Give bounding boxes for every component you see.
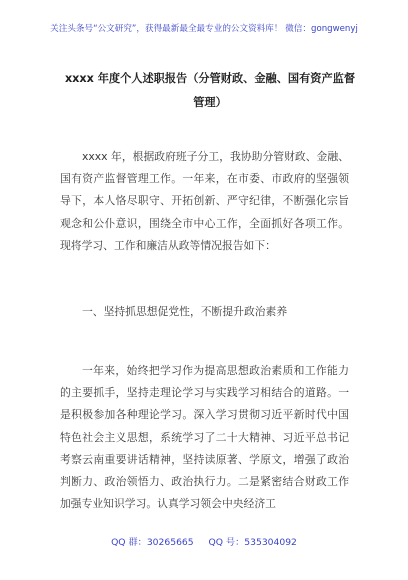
footer-contact bbox=[0, 534, 408, 548]
footer-qq-number: QQ 号：535304092 bbox=[208, 537, 297, 548]
intro-paragraph: xxxx 年，根据政府班子分工，我协助分管财政、金融、国有资产监督管理工作。一年来，在市委、市政府的坚强领导下，本人恪尽职守、开拓创新、严守纪律，不断强化宗旨观念和公仆意识，围绕全市中心工作，全面抓好各项工作。现将学习、工作和廉洁从政等情况报告如下： bbox=[60, 150, 349, 252]
section-heading: 一、坚持抓思想促党性，不断提升政治素养 bbox=[82, 305, 288, 318]
document-title: xxxx 年度个人述职报告（分管财政、金融、国有资产监督管理） bbox=[64, 72, 356, 109]
header-banner: 关注头条号“公文研究”，获得最新最全最专业的公文资料库！ 微信：gongwenyj bbox=[50, 24, 358, 34]
section-body-paragraph: 一年来，始终把学习作为提高思想政治素质和工作能力的主要抓手，坚持走理论学习与实践学习相结合的道路。一是积极参加各种理论学习。深入学习贯彻习近平新时代中国特色社会主义思想，系统学习了二十大精神、习近平总书记考察云南重要讲话精神，坚持读原著、学原文，增强了政治判断力、政治领悟力、政治执行力。二是紧密结合财政工作加强专业知识学习。认真学习领会中央经济工 bbox=[60, 364, 349, 511]
footer-qq-group: QQ 群：30265665 bbox=[111, 537, 194, 548]
